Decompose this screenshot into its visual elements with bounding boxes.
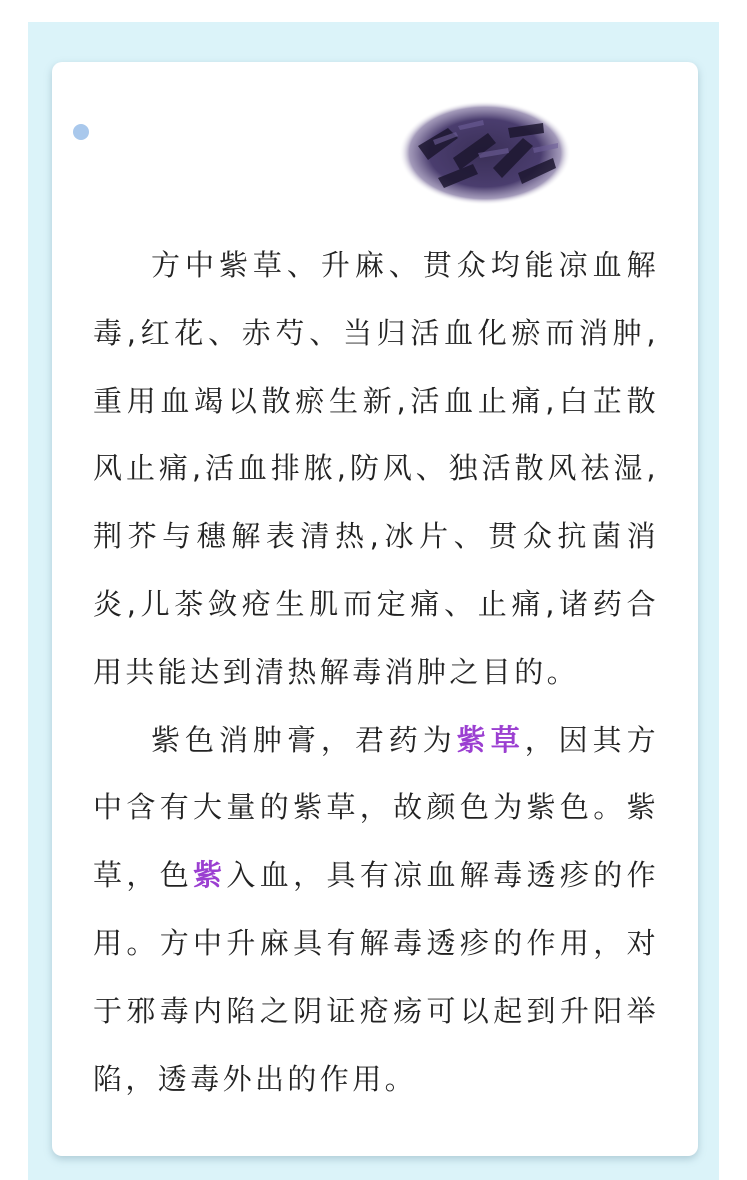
zicao-herb-image [398, 98, 573, 216]
paragraph-2 [93, 707, 659, 1114]
decorative-dot-icon [73, 124, 89, 140]
highlight-zi: 紫 [193, 858, 227, 893]
highlight-zicao: 紫草 [456, 722, 525, 757]
paragraph-2-text-b: ，因其方中含有大量的紫草，故颜色为紫色。紫草，色 [93, 722, 659, 893]
paragraph-2-text-a: 紫色消肿膏，君药为 [151, 722, 457, 757]
article-body [93, 232, 659, 1113]
paragraph-1: 方中紫草、升麻、贯众均能凉血解毒,红花、赤芍、当归活血化瘀而消肿,重用血竭以散瘀生新,活血止痛,白芷散风止痛,活血排脓,防风、独活散风祛湿,荆芥与穗解表清热,冰片、贯众抗菌消炎,儿茶敛疮生肌而定痛、止痛,诸药合用共能达到清热解毒消肿之目的。 [93, 248, 659, 689]
paragraph-2-text-c: 入血，具有凉血解毒透疹的作用。方中升麻具有解毒透疹的作用，对于邪毒内陷之阴证疮疡可以起到升阳举陷，透毒外出的作用。 [93, 858, 660, 1096]
